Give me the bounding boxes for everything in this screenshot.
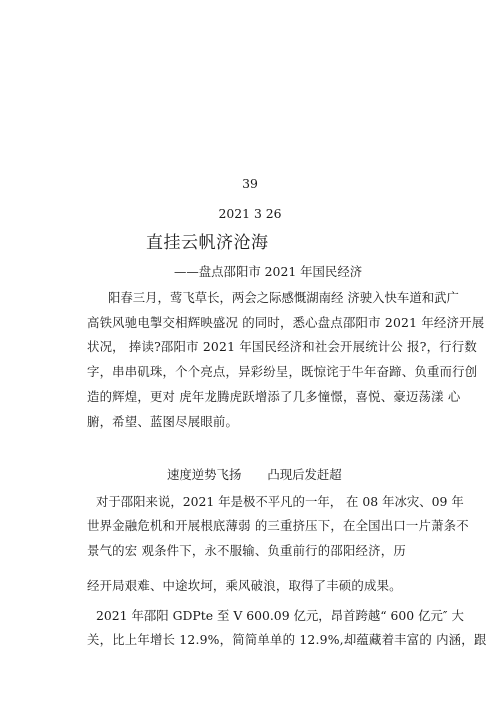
section-heading-part: 速度逆势飞扬 bbox=[167, 467, 242, 482]
paragraph-line: 2021 年邵阳 GDPte 至 V 600.09 亿元，昂首跨越“ 600 亿元″ 大 bbox=[96, 608, 464, 623]
paragraph-line: 字，串串矶珠，个个亮点，异彩纷呈，既惊诧于牛年奋蹄、负重而行创 bbox=[87, 364, 478, 379]
paragraph-line: 景气的宏 观条件下，永不服输、负重前行的邵阳经济，历 bbox=[87, 543, 406, 558]
article-title: 直挂云帆济沧海 bbox=[146, 233, 269, 253]
page-number: 39 bbox=[242, 176, 258, 191]
section-heading-part: 凸现后发赶超 bbox=[267, 467, 342, 482]
paragraph-line: 经开局艰难、中途坎坷，乘风破浪，取得了丰硕的成果。 bbox=[87, 578, 402, 593]
article-subtitle: ——盘点邵阳市 2021 年国民经济 bbox=[174, 264, 363, 279]
document-date: 2021 3 26 bbox=[218, 206, 282, 221]
paragraph-line: 腑，希望、蓝图尽展眼前。 bbox=[87, 414, 239, 429]
paragraph-line: 关，比上年增长 12.9%，简简单单的 12.9%,却蕴藏着丰富的 内涵，跟 bbox=[87, 632, 487, 647]
paragraph-line: 对于邵阳来说，2021 年是极不平凡的一年， 在 08 年冰灾、09 年 bbox=[96, 494, 464, 509]
paragraph-line: 状况， 捧读?邵阳市 2021 年国民经济和社会开展统计公 报?，行行数 bbox=[87, 339, 477, 354]
section-heading bbox=[167, 467, 342, 483]
paragraph-line: 阳春三月，莺飞草长，两会之际感慨湖南经 济驶入快车道和武广 bbox=[108, 290, 459, 305]
paragraph-line: 高铁风驰电掣交相辉映盛况 的同时，悉心盘点邵阳市 2021 年经济开展 bbox=[87, 315, 485, 330]
paragraph-line: 世界金融危机和开展根底薄弱 的三重挤压下，在全国出口一片萧条不 bbox=[87, 518, 469, 533]
paragraph-line: 造的辉煌，更对 虎年龙腾虎跃增添了几多憧憬，喜悦、豪迈荡漾 心 bbox=[87, 389, 461, 404]
